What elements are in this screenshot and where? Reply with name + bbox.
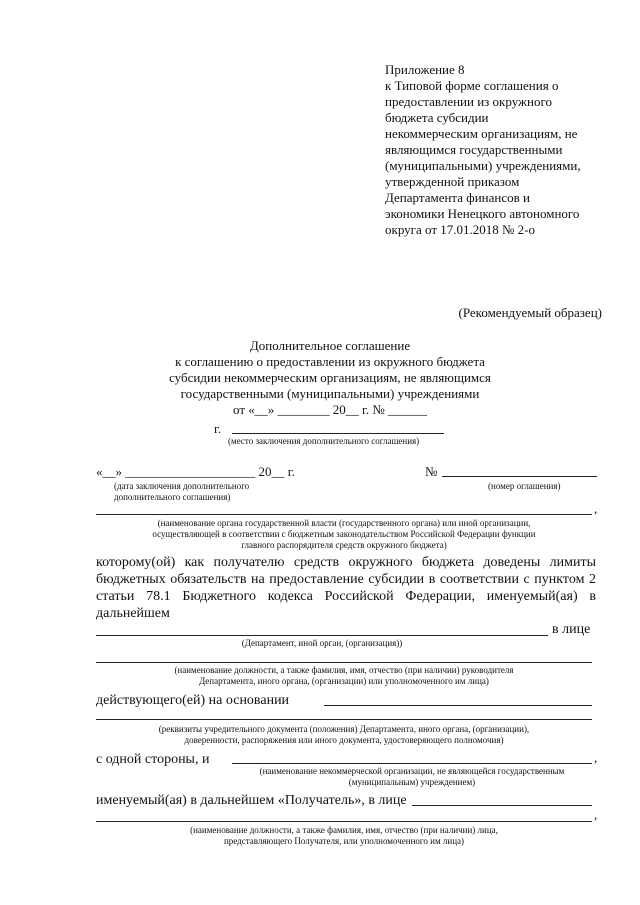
- appendix-line: Департамента финансов и: [385, 190, 530, 205]
- position-caption-line: (наименование должности, а также фамилия, имя, отчество (при наличии) руководителя: [174, 665, 514, 675]
- appendix-line: округа от 17.01.2018 № 2-о: [385, 222, 535, 237]
- position-caption: [96, 665, 592, 687]
- organ-caption-line: (наименование органа государственной власти (государственного органа) или иной организации,: [157, 518, 531, 528]
- main-paragraph: [96, 554, 596, 622]
- number-caption: (номер оглашения): [488, 481, 561, 491]
- title-line: субсидии некоммерческим организациям, не являющимся: [169, 370, 491, 385]
- place-caption: (место заключения дополнительного соглашения): [228, 436, 420, 446]
- organ-caption-line: главного распорядителя средств окружного бюджета): [241, 540, 447, 550]
- organization-caption-line: (наименование некоммерческой организации, не являющейся государственным: [259, 766, 565, 776]
- number-prefix: №: [425, 464, 438, 479]
- appendix-line: экономики Ненецкого автономного: [385, 206, 580, 221]
- appendix-line: бюджета субсидии: [385, 110, 489, 125]
- title-line: к соглашению о предоставлении из окружного бюджета: [175, 354, 485, 369]
- appendix-line: являющимся государственными: [385, 142, 563, 157]
- requisites-caption: [96, 724, 592, 746]
- title-line: государственными (муниципальными) учреждениями: [180, 386, 480, 401]
- place-field[interactable]: [232, 433, 444, 434]
- recipient-label: именуемый(ая) в дальнейшем «Получатель», в лице: [96, 793, 407, 808]
- appendix-line: Приложение 8: [385, 62, 465, 77]
- organization-field[interactable]: [232, 763, 592, 764]
- appendix-line: утвержденной приказом: [385, 174, 520, 189]
- document-title: [120, 338, 540, 418]
- requisites-caption-line: (реквизиты учредительного документа (положения) Департамента, иного органа, (организации),: [158, 724, 530, 734]
- appendix-line: (муниципальными) учреждениями,: [385, 158, 581, 173]
- organ-field[interactable]: [96, 514, 592, 515]
- appendix-line: некоммерческим организациям, не: [385, 126, 578, 141]
- recipient-representative-field[interactable]: [96, 821, 592, 822]
- paragraph-line: статьи 78.1 Бюджетного кодекса Российской Федерации, именуемый(ая) в: [96, 589, 596, 604]
- recipient-caption-line: представляющего Получателя, или уполномоченного им лица): [223, 836, 465, 846]
- title-line: Дополнительное соглашение: [249, 338, 411, 353]
- paragraph-line: бюджетных обязательств на предоставление субсидии в соответствии с пунктом 2: [96, 572, 596, 587]
- acting-label: действующего(ей) на основании: [96, 693, 290, 708]
- position-caption-line: Департамента, иного органа, (организации) или уполномоченного им лица): [199, 676, 489, 686]
- department-caption: (Департамент, иной орган, (организация)): [241, 638, 403, 648]
- recipient-comma: ,: [594, 807, 598, 822]
- requisites-caption-line: доверенности, распоряжения или иного документа, удостоверяющего полномочия): [184, 735, 504, 745]
- paragraph-line: дальнейшем: [96, 606, 170, 621]
- date-field[interactable]: «__» ____________________ 20__ г.: [96, 464, 295, 479]
- requisites-field[interactable]: [96, 719, 592, 720]
- acting-field[interactable]: [324, 705, 592, 706]
- paragraph-line: которому(ой) как получателю средств окружного бюджета доведены лимиты: [96, 555, 596, 570]
- recipient-person-field[interactable]: [412, 805, 592, 806]
- organ-caption: [96, 518, 592, 551]
- one-side-label: с одной стороны, и: [96, 752, 210, 767]
- date-caption: дополнительного соглашения): [114, 492, 231, 502]
- appendix-line: к Типовой форме соглашения о: [385, 78, 559, 93]
- department-field[interactable]: [96, 635, 548, 636]
- date-caption: (дата заключения дополнительного: [114, 481, 250, 491]
- department-suffix: в лице: [552, 622, 591, 637]
- sample-label: (Рекомендуемый образец): [458, 305, 602, 320]
- position-field[interactable]: [96, 662, 592, 663]
- title-date-line: от «__» ________ 20__ г. № ______: [232, 402, 428, 417]
- recipient-caption-line: (наименование должности, а также фамилия, имя, отчество (при наличии) лица,: [190, 825, 498, 835]
- appendix-line: предоставлении из окружного: [385, 94, 552, 109]
- organization-comma: ,: [594, 750, 598, 765]
- organ-comma: ,: [594, 501, 598, 516]
- recipient-caption: [96, 825, 592, 847]
- appendix-header: [385, 62, 605, 238]
- organization-caption-line: (муниципальным) учреждением): [348, 777, 476, 787]
- number-field[interactable]: [442, 476, 597, 477]
- organ-caption-line: осуществляющей в соответствии с бюджетным законодательством Российской Федерации функции: [152, 529, 536, 539]
- organization-caption: [232, 766, 592, 788]
- place-prefix: г.: [214, 421, 222, 436]
